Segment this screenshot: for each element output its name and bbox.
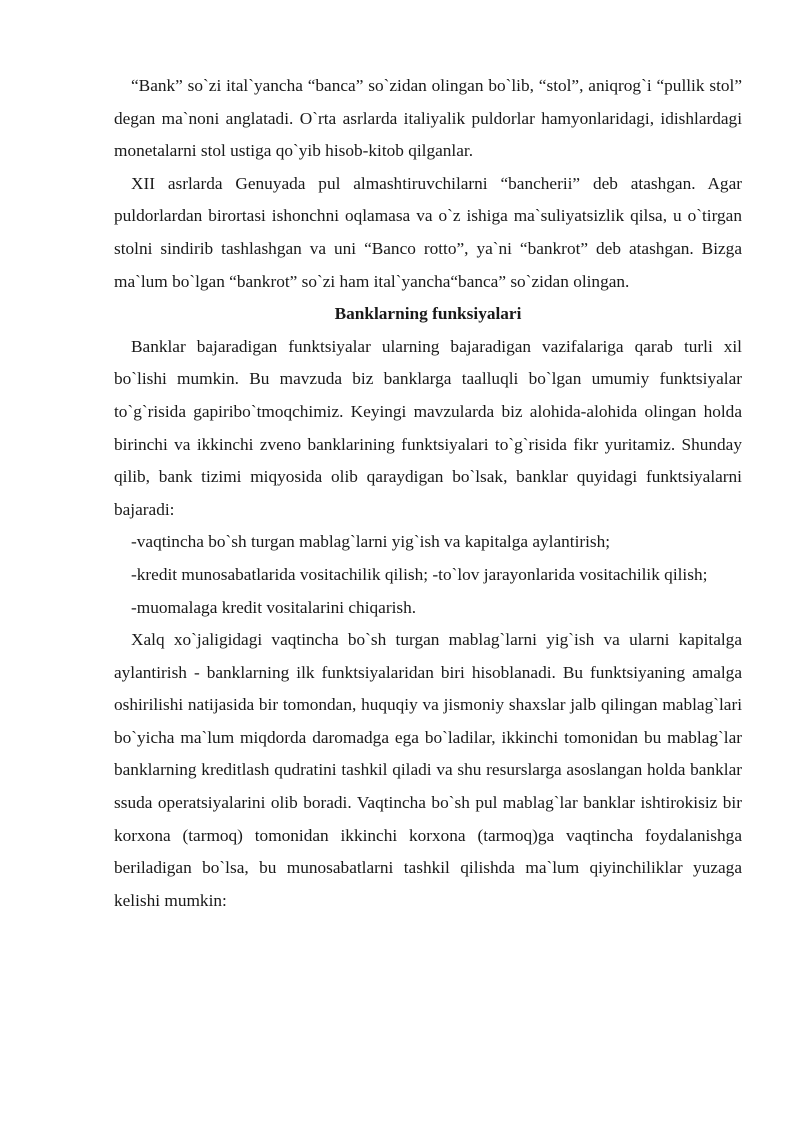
section-heading: Banklarning funksiyalari <box>334 304 522 324</box>
list-item-issue-credit-instruments: -muomalaga kredit vositalarini chiqarish. <box>131 597 417 617</box>
paragraph-genoa-history: XII asrlarda Genuyada pul almashtiruvchilarni “bancherii” deb atashgan. Agar puldorlardan birortasi ishonchni oqlamasa va o`z ishiga ma`suliyatsizlik qilsa, u o`tirgan stolni sindirib tashlashgan va uni “Banco rotto”, ya`ni “bankrot” deb atashgan. Bizga ma`lum bo`lgan “bankrot” so`zi ham ital`yancha“banca” so`zidan olingan. <box>114 173 742 291</box>
paragraph-funds-accumulation: Xalq xo`jaligidagi vaqtincha bo`sh turgan mablag`larni yig`ish va ularni kapitalga aylantirish - banklarning ilk funktsiyalaridan biri hisoblanadi. Bu funktsiyaning amalga oshirilishi natijasida bir tomondan, huquqiy va jismoniy shaxslar jalb qilingan mablag`lari bo`yicha ma`lum miqdorda daromadga ega bo`ladilar, ikkinchi tomonidan bu mablag`lar banklarning kreditlash qudratini tashkil qiladi va shu resurslarga asoslangan holda banklar ssuda operatsiyalarini olib boradi. Vaqtincha bo`sh pul mablag`lar banklar ishtirokisiz bir korxona (tarmoq) tomonidan ikkinchi korxona (tarmoq)ga vaqtincha foydalanishga beriladigan bo`lsa, bu munosabatlarni tashkil qilishda ma`lum qiyinchiliklar yuzaga kelishi mumkin: <box>114 630 742 910</box>
list-item-accumulate-funds: -vaqtincha bo`sh turgan mablag`larni yig`ish va kapitalga aylantirish; <box>131 532 611 552</box>
paragraph-bank-etymology: “Bank” so`zi ital`yancha “banca” so`zidan olingan bo`lib, “stol”, aniqrog`i “pullik stol” degan ma`noni anglatadi. O`rta asrlarda italiyalik puldorlar hamyonlaridagi, idishlardagi monetalarni stol ustiga qo`yib hisob-kitob qilganlar. <box>114 76 742 161</box>
list-item-credit-intermediation: -kredit munosabatlarida vositachilik qilish; -to`lov jarayonlarida vositachilik qilish; <box>131 564 708 584</box>
document-page <box>114 70 742 917</box>
paragraph-bank-functions-intro: Banklar bajaradigan funktsiyalar ularning bajaradigan vazifalariga qarab turli xil bo`lishi mumkin. Bu mavzuda biz banklarga taalluqli bo`lgan umumiy funktsiyalar to`g`risida gapiribo`tmoqchimiz. Keyingi mavzularda biz alohida-alohida olingan holda birinchi va ikkinchi zveno banklarining funktsiyalari to`g`risida fikr yuritamiz. Shunday qilib, bank tizimi miqyosida olib qaraydigan bo`lsak, banklar quyidagi funktsiyalarni bajaradi: <box>114 336 742 519</box>
